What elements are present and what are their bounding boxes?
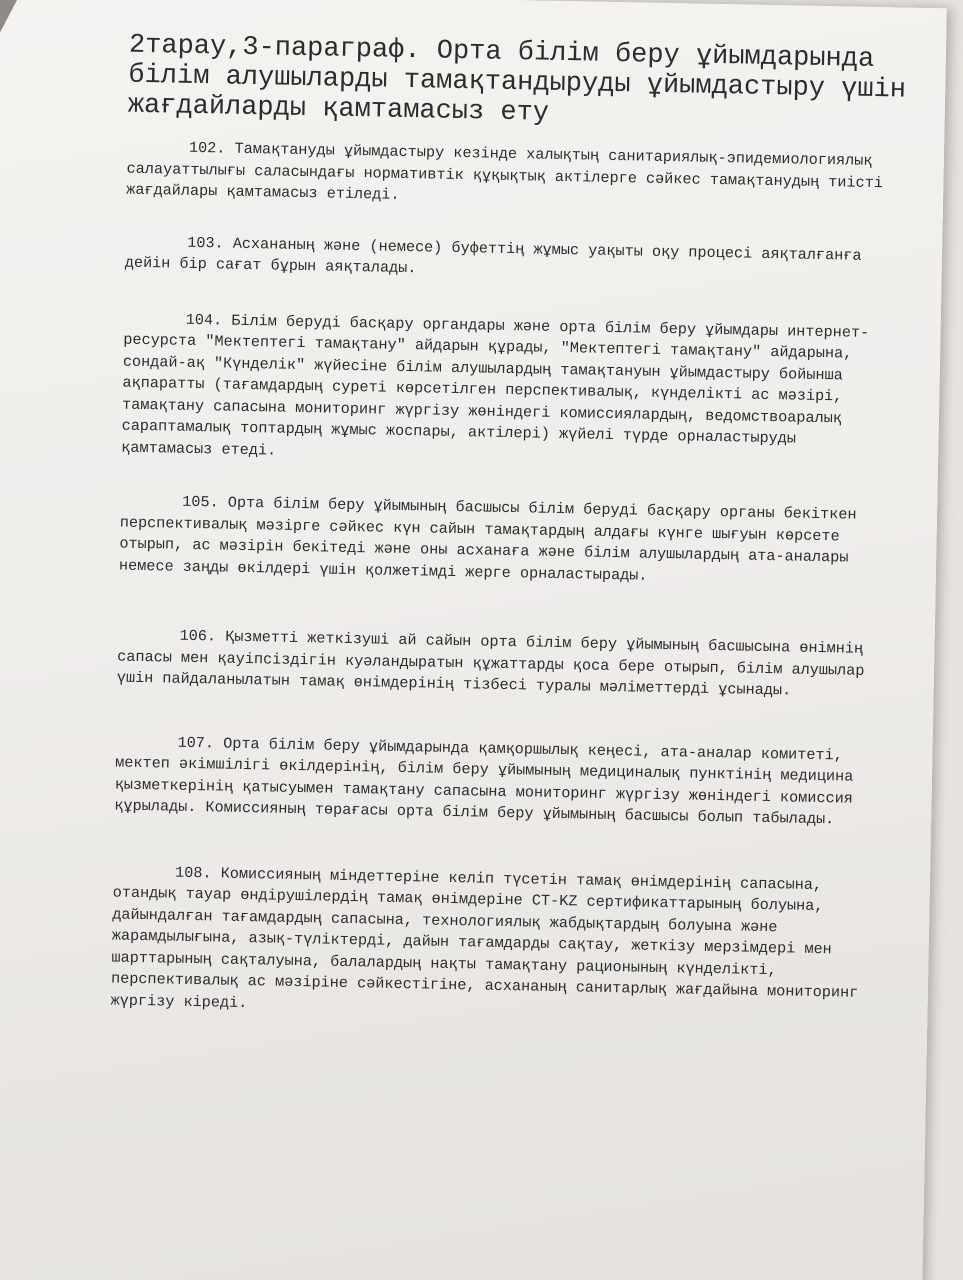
paragraph-number: 105. xyxy=(182,492,219,512)
paragraph-104 xyxy=(121,308,884,473)
paragraph-number: 102. xyxy=(188,138,226,158)
paragraph-107 xyxy=(114,731,876,832)
paragraph-text: Білім беруді басқару органдары және орта білім беру ұйымдары интернет-ресурста "Мектептегі тамақтану" айдарын құрады, "Мектептегі тамақтану" айдарына, сондай-ақ "Күнделік" жүйесіне білім алушылардың тамақтануын ұйымдастыру бойынша ақпаратты (тағамдардың суреті көрсетілген перспективалық, күнделікті ас мәзірі, тамақтану сапасына мониторинг жүргізу жөніндегі комиссиялардың, ведомствоаралық сараптамалық топтардың жұмыс жоспары, актілері) жүйелі түрде орналастыруды қамтамасыз етеді. xyxy=(121,311,870,460)
paragraph-number: 108. xyxy=(174,863,212,882)
paragraph-text: Орта білім беру ұйымдарында қамқоршылық кеңесі, ата-аналар комитеті, мектеп әкімшілігі өкілдерінің, білім беру ұйымының медициналық пунктінің медицина қызметкерінің қатысуымен тамақтану сапасына мониторинг жүргізу жөніндегі комиссия құрылады. Комиссияның төрағасы орта білім беру ұйымының басшысы болып табылады. xyxy=(114,734,854,829)
paragraph-102 xyxy=(126,137,887,216)
paragraph-text: Комиссияның міндеттеріне келіп түсетін тамақ өнімдерінің сапасына, отандық тауар өндірушілердің тамақ өнімдеріне СТ-KZ сертификаттарының болуына, дайындалған тағамдардың сапасына, технологиялық жабдықтардың болуына және жарамдылығына, азық-түліктерді, дайын тағамдарды сақтау, жеткізу мерзімдері мен шарттарының сақталуына, балалардың нақты тамақтану рационының күнделікті, перспективалық ас мәзіріне сәйкестігіне, асхананың санитарлық жағдайына мониторинг жүргізу кіреді. xyxy=(110,864,859,1012)
paragraph-text: Асхананың және (немесе) буфеттің жұмыс уақыты оқу процесі аяқталғанға дейін бір сағат бұрын аяқталады. xyxy=(124,234,862,278)
paragraph-number: 106. xyxy=(179,626,217,646)
document-content xyxy=(110,30,907,1026)
paragraph-text: Орта білім беру ұйымының басшысы білім беруді басқару органы бекіткен перспективалық мәзірге сәйкес күн сайын тамақтардың алдағы күнге шығуын көрсете отырып, ас мәзірін бекітеді және оны асханаға және білім алушылардың ата-аналары немесе заңды өкілдері үшін қолжетімді жерге орналастырады. xyxy=(118,493,857,585)
document-title: 2тарау,3-параграф. Орта білім беру ұйымдарында білім алушыларды тамақтандыруды ұйымдастыру үшін жағдайларды қамтамасыз ету xyxy=(127,30,907,129)
paragraph-105 xyxy=(119,491,881,592)
paragraph-number: 107. xyxy=(177,733,215,752)
page-corner-fold xyxy=(0,0,22,51)
paragraph-108 xyxy=(110,861,873,1026)
paragraph-number: 103. xyxy=(187,233,224,252)
paragraph-text: Қызметті жеткізуші ай сайын орта білім беру ұйымының басшысына өнімнің сапасы мен қауіпсіздігін куәландыратын құжаттарды қоса бере отырып, білім алушылар үшін пайдаланылатын тамақ өнімдерінің тізбесі туралы мәліметтерді ұсынады. xyxy=(116,627,865,700)
paragraph-number: 104. xyxy=(185,310,223,329)
paragraph-106 xyxy=(117,625,878,704)
paragraph-text: Тамақтануды ұйымдастыру кезінде халықтың санитариялық-эпидемиологиялық салауаттылығы саласындағы нормативтік құқықтық актілерге сәйкес тамақтанудың тиісті жағдайлары қамтамасыз етіледі. xyxy=(126,139,884,204)
paragraph-103 xyxy=(125,231,886,289)
